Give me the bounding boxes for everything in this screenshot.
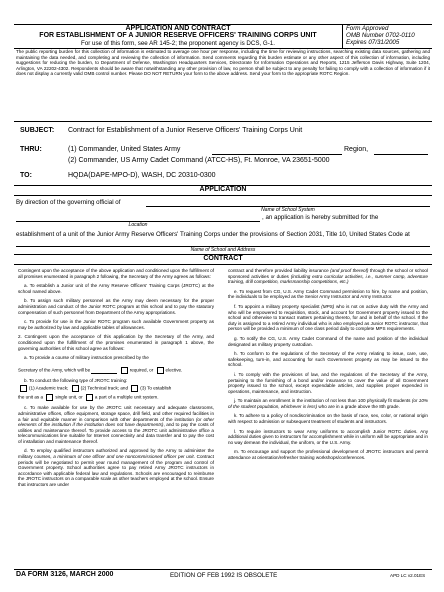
burden-bottom-rule [14,121,432,122]
omb-number: OMB Number 0702-0110 [346,32,415,39]
clause-2j [228,398,428,409]
form-approved: Form Approved [346,25,389,32]
location-caption: Location [128,222,148,228]
academic-track-checkbox[interactable] [20,385,27,392]
clause-2j-end: who are in a grade above the 8th grade. [318,403,400,409]
thru-line-1: (1) Commander, United States Army [68,146,181,153]
multiple-unit-checkbox[interactable] [86,394,93,401]
form-usage-note: For use of this form, see AR 145-2; the proponent agency is DCS, G-1. [81,40,275,47]
clause-2c-end: , and to pay the costs of utilities and maintenance thereof. To provide access to the JROTC unit administrative office a telecommunications line suitable for Internet connectivity and data transfer and to pay the cost of installation and maintenance thereof. [18,422,214,444]
clause-2d-cont-mid: through the school or school sponsored activities or duties [228,268,429,279]
contract-right-column [228,268,428,465]
form-number: DA FORM 3126, MARCH 2000 [16,571,114,578]
subject-value: Contract for Establishment of a Junior Reserve Officers' Training Corps Unit [68,127,303,134]
clause-2b-options [18,385,214,392]
application-heading: APPLICATION [199,186,247,193]
required-checkbox[interactable] [121,367,128,374]
school-system-caption: Name of School System [261,207,315,213]
technical-track-checkbox[interactable] [72,385,79,392]
clause-1a: a. To establish a Junior unit of the Army Reserve Officers' Training Corps (JROTC) at the school named above. [18,283,214,294]
clause-2c-text: c. To make available for use by the JROTC unit necessary and adequate classrooms, administrative offices, office equipment, storage space, drill field, and other required facilities in a fair and equitable manner in comparison with other departments of the institution [18,405,214,422]
clause-2i: i. To comply with the provisions of law, and the regulations of the Secretary of the Army, pertaining to the furnishing of a bond and/or insurance to cover the value of all Government property issued to the school, except expendable articles, and supplies proper expended in operations, maintenance, and instruction. [228,371,428,394]
contract-left-column [18,268,214,492]
to-value: HQDA(DAPE-MPO-D), WASH, DC 20310-0300 [68,172,216,179]
clause-1: Contingent upon the acceptance of the above application and conditioned upon the fulfillment of all promises enumerated in paragraph 2 following, the Secretary of the Army agrees as follows: [18,268,214,279]
technical-track-label: (2) Technical track; and [80,386,129,392]
clause-2h: h. To conform to the regulations of the Secretary of the Army relating to issue, care, use, safekeeping, turn-in, and accounting for such Government property as may be issued to the school. [228,351,428,368]
clause-2e: e. To request from CG, U.S. Army Cadet Command permission to hire, by name and position, the individuals to be employed as the Senior Army Instructor and Army Instructor. [228,288,428,300]
unit-as-label: the unit as a [18,395,44,401]
required-label: required, or [129,367,154,373]
region-name-field[interactable] [212,154,342,155]
apd-version: APD LC v2.01ES [390,573,426,578]
burden-statement: The public reporting burden for this collection of information is estimated to average one hour per response, including the time for reviewing instructions, searching existing data sources, gathering and maintaining the data needed, and completing and reviewing the collection of information. Send comments regarding this burden estimate or any other aspect of this collection of information, including suggestions for reducing the burden, to Department of Defense, Washington Headquarters Services, Directorate for Information Operations and Reports, 1215 Jefferson Davis Highway, Suite 1204, Arlington, VA 22202-4302. Respondents should be aware that notwithstanding any other provision of law, no person shall be subject to any penalty for failing to comply with a collection of information if it does not display a currently valid OMB control number. Please DO NOT RETURN your form to the above address. Send your form to the appropriate ROTC Region. [16,49,430,77]
clause-2d [18,448,214,487]
clause-2d-cont-italic: (and proof thereof) [330,268,369,273]
clause-1b: b. To assign such military personnel as the Army may deem necessary for the proper administration and conduct of the Junior ROTC program at this school and to pay the statutory compensation of such personnel from Department of the Army appropriations. [18,298,214,315]
clause-2f-italic: (MPS) [321,303,335,309]
submitted-text: , an application is hereby submitted for the [262,214,379,221]
clause-2d-continued [228,268,428,285]
school-address-caption: Name of School and Address [190,247,256,253]
clause-2l: l. To require instructors to wear Army uniforms to accomplish Junior ROTC duties. Any additional duties given to instructors for accomplishment while in uniform will be appropriate and in no way demean the individual, the uniform, or the U.S. Army. [228,428,428,445]
clause-2a-options [18,367,214,374]
clause-2d-italic: a minimum of one officer and one noncommissioned officer per unit. [53,454,195,460]
clause-2a-lead: Secretary of the Army, which will be [18,367,91,373]
to-label: TO: [20,172,32,179]
header-divider [342,24,343,48]
clause-2d-text: d. To employ qualified instructors authorized and approved by the Army to administer the military courses, [18,448,214,460]
elective-label: elective. [165,367,183,373]
footer-rule [14,569,432,570]
clause-2k: k. To adhere to a policy of nondiscrimination on the basis of race, sex, color, or national origin with respect to admission or subsequent treatment of students and instructors. [228,413,428,425]
expiration-date: Expires 07/31/2005 [346,39,400,46]
course-field[interactable] [91,373,117,374]
clause-2c [18,405,214,444]
clause-2m: m. To encourage and support the professional development of JROTC instructors and permit attendance at orientation/refresher training workshops/conferences. [228,449,428,461]
clause-2c-italic: (or other elements of the institution if the institution does not have departments) [18,416,214,428]
region-field[interactable] [374,154,428,155]
multiple-unit-label: a part of a multiple unit system. [94,395,159,401]
clause-2d-cont-text: contract and therefore provided liability insurance [228,268,329,273]
by-direction-text: By direction of the governing official of [16,199,121,206]
clause-2j-text: j. To maintain an enrollment in the institution of not less than 100 physically fit students [234,398,411,404]
establish-label: (3) To establish [140,386,172,392]
thru-line-2: (2) Commander, US Army Cadet Command (ATCC-HS), Ft. Monroe, VA 23651-5000 [68,157,330,164]
clause-2f [228,304,428,332]
contract-heading-rule [14,264,432,265]
thru-label: THRU: [20,146,42,153]
single-unit-label: single unit, or [55,395,83,401]
clause-2f-end: who is not on active duty with the Army and who will be empowered to requisition, stock, and account for Government property issued to the school and otherwise to transact matters pertaining thereto, for and in behalf of the school. If the duty is assigned to a retired Army individual who is also employed as Junior ROTC instructor, that person will be provided a minimum of one class period daily to complete MPS requirements. [228,303,428,332]
establishment-text: establishment of a unit of the Junior Army Reserve Officers' Training Corps under the provisions of Section 2031, Title 10, United States Code at [16,231,410,238]
form-title: APPLICATION AND CONTRACT [125,25,231,32]
establish-checkbox[interactable] [131,385,138,392]
clause-2d-end: Contract periods will be negotiated to permit year round management of the program and control of Government property. School authorities agree to pay retired Army JROTC instructors in accordance with applicable federal law and regulations. Schools are encouraged to reimburse the JROTC instructors on a comparable scale as other teachers employed at the school. Ensure that instructors are under [18,454,214,488]
elective-checkbox[interactable] [157,367,164,374]
clause-2d-cont-italic-2: (including extra curricular activities, i.e., summer camp, adventure training, drill competition, marksmanship competitions, etc.) [228,273,428,285]
clause-2a: a. To provide a course of military instruction prescribed by the [24,355,149,361]
clause-2g: g. To notify the CG, U.S. Army Cadet Command of the name and position of the individual designated as military property custodian. [228,335,428,347]
clause-2b: b. To conduct the following type of JROTC training: [24,377,128,383]
region-label: Region, [344,146,369,153]
contract-heading: CONTRACT [203,255,243,262]
clause-2j-italic: (or 10% of the student population, whichever is less) [228,398,429,409]
clause-2b-unit-options [18,394,214,401]
application-heading-rule [14,195,432,196]
single-unit-checkbox[interactable] [46,394,53,401]
academic-track-label: (1) Academic track; [29,386,69,392]
clause-2f-text: f. To appoint a military property specialist [234,303,320,309]
clause-2: 2. Contingent upon the acceptance of this application by the Secretary of the Army, and conditioned upon the fulfillment of the promises enumerated in paragraph 1 above, the governing authorities of this school agree as follows: [18,334,214,351]
subject-label: SUBJECT: [20,127,55,134]
form-subtitle: FOR ESTABLISHMENT OF A JUNIOR RESERVE OFFICERS' TRAINING CORPS UNIT [39,32,317,39]
clause-1c: c. To provide for use in the Junior ROTC program such available Government property as may be authorized by law and applicable tables of allowances. [18,319,214,330]
edition-note: EDITION OF FEB 1992 IS OBSOLETE [170,572,278,579]
